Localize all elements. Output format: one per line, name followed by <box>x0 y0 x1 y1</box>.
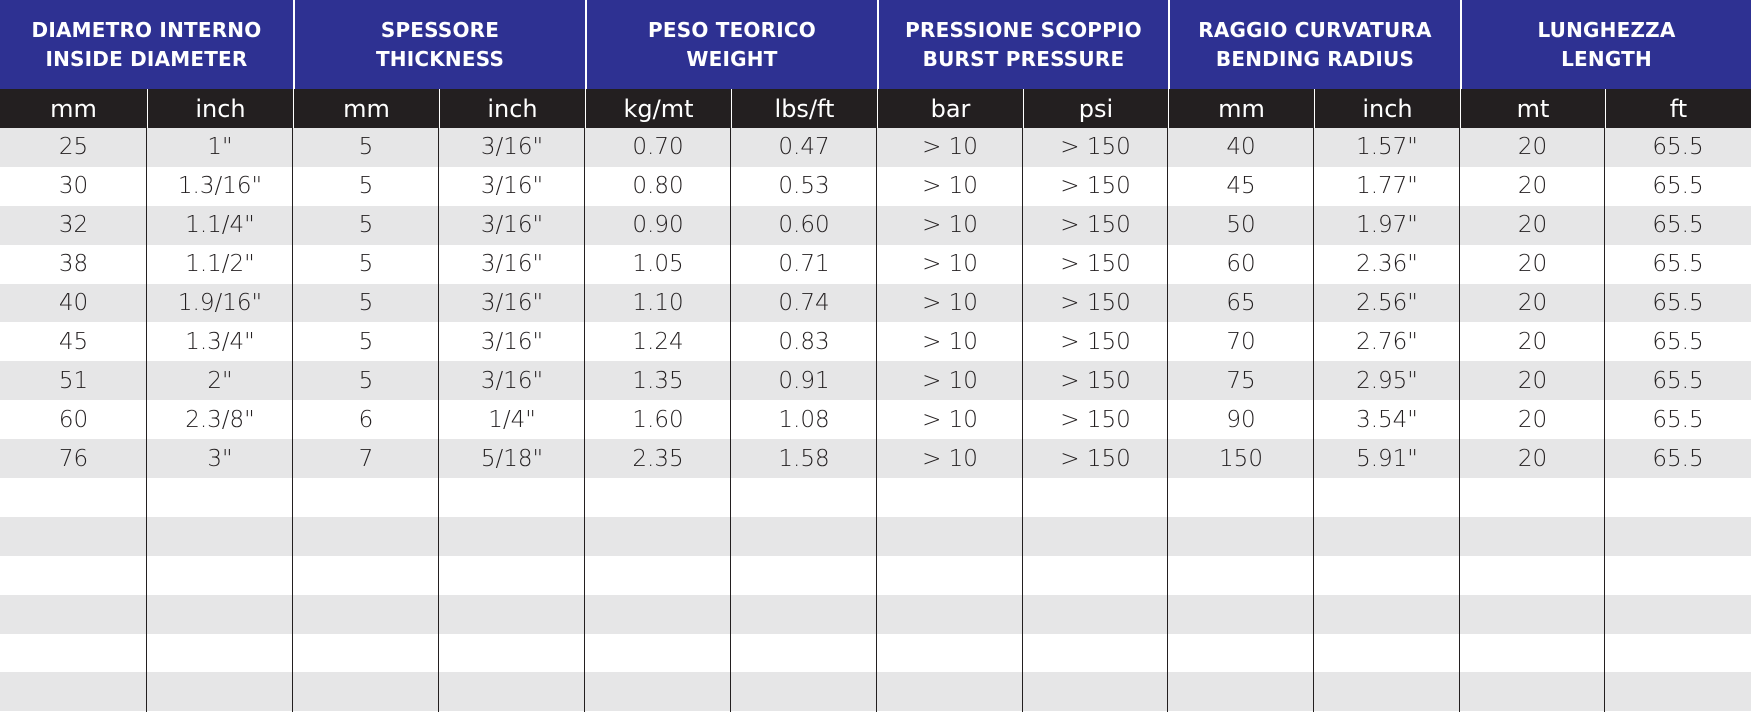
table-cell: 0.90 <box>632 212 684 239</box>
table-cell: 32 <box>58 212 89 239</box>
table-cell: 65 <box>1226 290 1256 316</box>
table-cell <box>439 517 585 556</box>
table-cell: 25 <box>58 134 89 161</box>
group-header-line2: BENDING RADIUS <box>1215 46 1415 71</box>
table-cell: > 10 <box>922 406 978 433</box>
table-cell <box>1314 595 1460 634</box>
column-divider <box>292 128 293 712</box>
table-cell: 2" <box>207 367 233 394</box>
table-cell: 76 <box>58 445 89 472</box>
column-divider <box>876 128 877 712</box>
table-cell <box>1605 595 1751 634</box>
unit-header-cell: inch <box>147 89 293 128</box>
column-divider <box>1604 128 1605 712</box>
table-cell: 3/16" <box>480 290 544 316</box>
group-header-bending-radius <box>1168 0 1460 89</box>
table-cell: > 10 <box>922 290 978 316</box>
table-cell <box>293 478 439 517</box>
table-cell: 5 <box>358 212 374 239</box>
table-cell <box>0 634 147 673</box>
table-cell <box>1168 634 1314 673</box>
table-cell: 65.5 <box>1652 367 1704 394</box>
group-header-length <box>1460 0 1751 89</box>
group-header-line1: RAGGIO CURVATURA <box>1198 17 1432 42</box>
table-cell <box>293 595 439 634</box>
table-cell: 1.05 <box>632 251 684 278</box>
unit-header-cell: mm <box>1168 89 1314 128</box>
table-cell: 5/18" <box>480 445 544 472</box>
table-cell: > 150 <box>1060 134 1131 161</box>
table-cell: 70 <box>1226 328 1256 355</box>
table-cell <box>1023 478 1168 517</box>
column-divider <box>146 128 147 712</box>
table-cell: 2.36" <box>1356 251 1418 278</box>
table-cell <box>1460 595 1605 634</box>
table-cell: 1.08 <box>778 406 830 433</box>
column-divider <box>730 128 731 712</box>
column-divider <box>1459 128 1460 712</box>
group-header-weight <box>585 0 877 89</box>
table-cell: 1.58 <box>778 445 830 472</box>
table-cell: 1.77" <box>1356 173 1418 200</box>
table-cell: > 10 <box>922 445 978 472</box>
table-cell: 3/16" <box>480 134 544 161</box>
table-cell: 75 <box>1226 367 1256 394</box>
table-cell: > 10 <box>922 251 978 278</box>
table-cell: 30 <box>58 173 89 200</box>
table-cell <box>731 634 877 673</box>
table-cell <box>731 478 877 517</box>
unit-header-cell: lbs/ft <box>731 89 877 128</box>
table-cell: > 150 <box>1060 406 1131 433</box>
table-cell <box>1168 672 1314 711</box>
table-cell <box>293 556 439 595</box>
unit-header-cell: inch <box>439 89 585 128</box>
table-cell: 3" <box>207 445 233 472</box>
table-cell <box>1314 478 1460 517</box>
unit-header-cell: inch <box>1314 89 1460 128</box>
table-cell: 51 <box>58 367 89 394</box>
unit-header-row <box>0 89 1751 128</box>
table-cell: 0.91 <box>778 367 830 394</box>
table-cell: 65.5 <box>1652 134 1704 161</box>
table-cell <box>1605 517 1751 556</box>
table-cell <box>439 595 585 634</box>
table-cell <box>1605 556 1751 595</box>
column-divider <box>1313 128 1314 712</box>
table-cell <box>293 672 439 711</box>
table-cell <box>1460 634 1605 673</box>
group-header-line2: INSIDE DIAMETER <box>45 46 248 71</box>
table-cell: 20 <box>1517 134 1548 161</box>
group-header-inside-diameter <box>0 0 293 89</box>
table-cell <box>1023 634 1168 673</box>
table-cell: 65.5 <box>1652 251 1704 278</box>
table-cell: 0.80 <box>632 173 684 200</box>
table-cell: > 150 <box>1060 212 1131 239</box>
table-cell <box>1605 672 1751 711</box>
table-cell: 20 <box>1517 406 1548 433</box>
table-cell <box>147 556 293 595</box>
table-cell <box>147 672 293 711</box>
table-cell <box>293 517 439 556</box>
table-cell <box>147 634 293 673</box>
group-header-line1: DIAMETRO INTERNO <box>31 17 262 42</box>
table-cell <box>0 672 147 711</box>
group-header-line2: THICKNESS <box>375 46 505 71</box>
table-cell: 20 <box>1517 173 1548 200</box>
table-cell: 2.95" <box>1356 367 1418 394</box>
unit-header-cell: psi <box>1023 89 1168 128</box>
table-cell <box>1168 595 1314 634</box>
group-header-row <box>0 0 1751 89</box>
table-cell: > 10 <box>922 212 978 239</box>
table-cell <box>585 634 731 673</box>
table-cell <box>147 517 293 556</box>
table-cell: > 150 <box>1060 251 1131 278</box>
table-cell: 1.97" <box>1356 212 1418 239</box>
table-cell: 5 <box>358 134 374 161</box>
table-cell: 1.9/16" <box>177 290 263 316</box>
table-cell: 90 <box>1226 406 1256 433</box>
table-cell <box>585 478 731 517</box>
table-cell <box>439 478 585 517</box>
table-cell <box>439 634 585 673</box>
table-cell <box>731 556 877 595</box>
table-cell <box>731 595 877 634</box>
table-cell <box>585 556 731 595</box>
table-cell: 3/16" <box>480 212 544 239</box>
table-cell: 45 <box>58 328 89 355</box>
table-cell <box>877 634 1023 673</box>
table-cell <box>731 517 877 556</box>
group-header-line2: WEIGHT <box>686 46 778 71</box>
table-cell: 3.54" <box>1356 406 1418 433</box>
table-cell: 2.56" <box>1356 290 1418 316</box>
table-cell: > 150 <box>1060 173 1131 200</box>
table-cell: > 150 <box>1060 290 1131 316</box>
table-cell: 0.74 <box>778 290 830 316</box>
table-cell: 5 <box>358 173 374 200</box>
table-cell: 20 <box>1517 290 1548 316</box>
table-cell: 1/4" <box>488 406 536 433</box>
table-cell: 20 <box>1517 251 1548 278</box>
table-cell: > 150 <box>1060 367 1131 394</box>
table-cell: 1.57" <box>1356 134 1418 161</box>
table-cell: 20 <box>1517 328 1548 355</box>
table-cell: > 10 <box>922 173 978 200</box>
table-cell <box>1605 634 1751 673</box>
table-cell: 3/16" <box>480 251 544 278</box>
table-cell: 150 <box>1219 445 1263 472</box>
table-cell <box>1460 478 1605 517</box>
table-cell: 0.70 <box>632 134 684 161</box>
table-cell: 38 <box>58 251 89 278</box>
table-cell: > 10 <box>922 367 978 394</box>
table-cell <box>147 478 293 517</box>
table-cell: 0.71 <box>778 251 830 278</box>
table-cell: 0.53 <box>778 173 830 200</box>
table-cell <box>1605 478 1751 517</box>
table-cell: 1.3/16" <box>177 173 263 200</box>
table-cell: 65.5 <box>1652 212 1704 239</box>
table-cell <box>877 672 1023 711</box>
table-cell: 3/16" <box>480 367 544 394</box>
table-cell: 1.35 <box>632 367 684 394</box>
table-cell <box>1460 556 1605 595</box>
unit-header-cell: ft <box>1605 89 1751 128</box>
table-cell <box>293 634 439 673</box>
table-cell <box>439 556 585 595</box>
unit-header-cell: mm <box>50 94 97 123</box>
table-cell <box>0 517 147 556</box>
table-cell <box>585 672 731 711</box>
table-cell <box>1460 517 1605 556</box>
table-cell: 1.10 <box>632 290 684 316</box>
table-cell <box>877 556 1023 595</box>
table-cell: 20 <box>1517 367 1548 394</box>
table-cell <box>877 517 1023 556</box>
table-cell: 0.83 <box>778 328 830 355</box>
table-cell: 5 <box>358 251 374 278</box>
table-cell: 65.5 <box>1652 445 1704 472</box>
table-cell: 0.47 <box>778 134 830 161</box>
table-cell <box>0 478 147 517</box>
table-cell: 20 <box>1517 445 1548 472</box>
table-cell: 65.5 <box>1652 406 1704 433</box>
table-cell: 1" <box>207 134 233 161</box>
group-header-line2: LENGTH <box>1561 46 1652 71</box>
unit-header-cell: kg/mt <box>585 89 731 128</box>
group-header-line1: PESO TEORICO <box>648 17 816 42</box>
table-cell: 60 <box>1226 251 1256 278</box>
table-cell <box>731 672 877 711</box>
table-cell: 65.5 <box>1652 290 1704 316</box>
table-cell: 5 <box>358 328 374 355</box>
table-cell: > 10 <box>922 134 978 161</box>
table-cell: 60 <box>58 406 89 433</box>
column-divider <box>438 128 439 712</box>
table-cell: 20 <box>1517 212 1548 239</box>
table-cell: > 150 <box>1060 445 1131 472</box>
table-cell: 65.5 <box>1652 328 1704 355</box>
table-cell: 2.35 <box>632 445 684 472</box>
table-cell: 50 <box>1226 212 1256 239</box>
table-cell <box>585 517 731 556</box>
table-cell <box>877 478 1023 517</box>
table-cell: 2.76" <box>1356 328 1418 355</box>
table-cell: 1.24 <box>632 328 684 355</box>
unit-header-cell: bar <box>877 89 1023 128</box>
group-header-line1: PRESSIONE SCOPPIO <box>905 17 1142 42</box>
table-cell <box>439 672 585 711</box>
table-cell <box>1314 672 1460 711</box>
group-header-burst-pressure <box>877 0 1168 89</box>
unit-header-cell: mm <box>293 89 439 128</box>
table-cell <box>1314 634 1460 673</box>
table-cell <box>585 595 731 634</box>
table-cell <box>1168 517 1314 556</box>
table-cell: > 150 <box>1060 328 1131 355</box>
column-divider <box>1022 128 1023 712</box>
table-cell: 5 <box>358 367 374 394</box>
table-cell: 2.3/8" <box>185 406 255 433</box>
table-cell <box>1168 556 1314 595</box>
table-cell: 1.1/2" <box>185 251 255 278</box>
unit-header-cell: mt <box>1460 89 1605 128</box>
table-cell: > 10 <box>922 328 978 355</box>
table-cell: 1.3/4" <box>185 328 255 355</box>
table-cell: 1.60 <box>632 406 684 433</box>
table-cell <box>1314 556 1460 595</box>
table-cell <box>1460 672 1605 711</box>
table-cell <box>877 595 1023 634</box>
table-cell <box>1314 517 1460 556</box>
table-cell <box>1168 478 1314 517</box>
table-cell: 3/16" <box>480 173 544 200</box>
table-cell <box>0 556 147 595</box>
group-header-line2: BURST PRESSURE <box>922 46 1125 71</box>
table-cell: 45 <box>1226 173 1256 200</box>
table-cell: 7 <box>358 445 374 472</box>
table-cell <box>1023 556 1168 595</box>
table-cell: 5.91" <box>1356 445 1418 472</box>
group-header-line1: LUNGHEZZA <box>1537 17 1676 42</box>
table-cell: 65.5 <box>1652 173 1704 200</box>
table-cell <box>147 595 293 634</box>
table-cell <box>1023 595 1168 634</box>
column-divider <box>584 128 585 712</box>
column-divider <box>1167 128 1168 712</box>
table-cell: 40 <box>1226 134 1256 161</box>
table-cell: 0.60 <box>778 212 830 239</box>
table-cell: 3/16" <box>480 328 544 355</box>
table-cell <box>1023 517 1168 556</box>
table-cell <box>0 595 147 634</box>
group-header-line1: SPESSORE <box>380 17 500 42</box>
group-header-thickness <box>293 0 585 89</box>
table-cell <box>1023 672 1168 711</box>
table-cell: 40 <box>58 290 89 316</box>
table-cell: 1.1/4" <box>185 212 255 239</box>
table-cell: 6 <box>358 406 374 433</box>
table-cell: 5 <box>358 290 374 316</box>
